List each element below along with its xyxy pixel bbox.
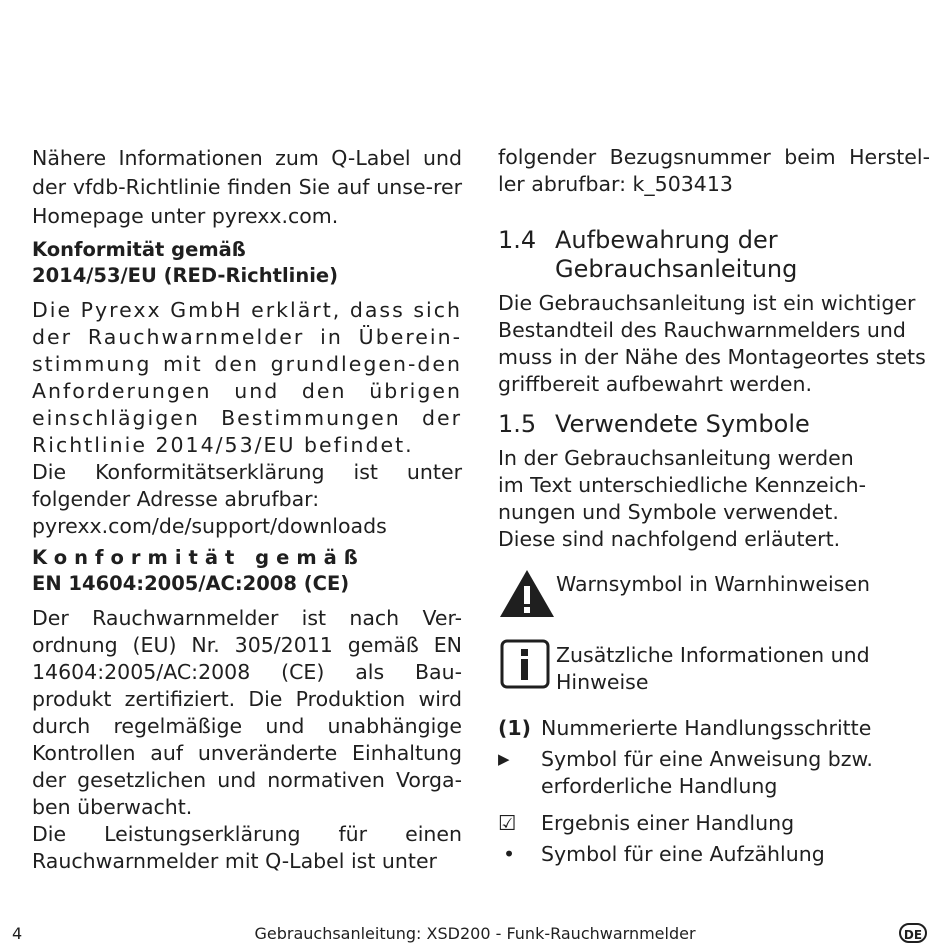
subheading-line: EN 14604:2005/AC:2008 (CE) — [32, 572, 350, 595]
section-1-5-text — [498, 445, 930, 553]
section-number: 1.4 — [498, 226, 537, 254]
conformity-address-text: Die Konformitätserklärung ist unter folgender Adresse abrufbar: — [32, 460, 462, 511]
list-item-text: Nummerierte Handlungsschritte — [541, 716, 872, 740]
right-column — [498, 144, 930, 868]
subheading-line: Konformität gemäß — [32, 238, 246, 261]
warning-symbol-row — [498, 567, 930, 626]
symbol-description: Zusätzliche Informationen und Hinweise — [556, 643, 870, 694]
numbered-step-marker: (1) — [498, 716, 532, 740]
section-title: Aufbewahrung der Gebrauchsanleitung — [555, 226, 798, 283]
symbol-description: Warnsymbol in Warnhinweisen — [556, 572, 870, 596]
list-item — [498, 810, 930, 837]
text-line: In der Gebrauchsanleitung werden — [498, 446, 854, 470]
subheading-line: Konformität gemäß — [32, 546, 365, 569]
info-symbol-row — [498, 638, 930, 697]
page-number: 4 — [12, 924, 23, 943]
list-item — [498, 715, 930, 742]
info-icon — [498, 638, 556, 697]
checkbox-icon: ☑ — [498, 811, 517, 835]
list-item-text: Symbol für eine Aufzählung — [541, 842, 825, 866]
intro-paragraph: Nähere Informationen zum Q-Label und der vfdb-Richtlinie finden Sie auf unse-rer Homepage unter pyrexx.com. — [32, 146, 462, 228]
section-1-4-text: Die Gebrauchsanleitung ist ein wichtiger Bestandteil des Rauchwarnmelders und muss in der Nähe des Montageortes stets griffbereit aufbewahrt werden. — [498, 291, 926, 396]
language-badge: DE — [899, 923, 927, 943]
reference-number-text: folgender Bezugsnummer beim Herstel-ler abrufbar: k_503413 — [498, 145, 930, 196]
left-column — [32, 144, 462, 875]
download-url: pyrexx.com/de/support/downloads — [32, 514, 387, 538]
arrow-icon: ▶ — [498, 750, 510, 768]
list-item — [498, 746, 930, 800]
conformity-paragraph: Die Pyrexx GmbH erklärt, dass sich der Rauchwarnmelder in Überein-stimmung mit den grundlegen-den Anforderungen und den übrigen einschlägigen Bestimmungen der Richtlinie 2014/53/EU befindet. — [32, 298, 462, 457]
certification-paragraph: Der Rauchwarnmelder ist nach Ver-ordnung (EU) Nr. 305/2011 gemäß EN 14604:2005/AC:2008 (CE) als Bau-produkt zertifiziert. Die Produktion wird durch regelmäßige und unabhängige Kontrollen auf unveränderte Einhaltung der gesetzlichen und normativen Vorga-ben überwacht. — [32, 606, 462, 819]
section-heading-1-5 — [498, 410, 930, 439]
list-item-text: Symbol für eine Anweisung bzw. erforderliche Handlung — [541, 747, 873, 798]
list-item-text: Ergebnis einer Handlung — [541, 811, 795, 835]
section-title: Verwendete Symbole — [555, 410, 810, 438]
performance-declaration-paragraph: Die Leistungserklärung für einen Rauchwarnmelder mit Q-Label ist unter — [32, 822, 462, 873]
subheading-ce — [32, 545, 462, 597]
footer-title: Gebrauchsanleitung: XSD200 - Funk-Rauchwarnmelder — [254, 924, 696, 943]
warning-triangle-icon — [498, 567, 556, 626]
section-number: 1.5 — [498, 410, 537, 438]
text-line: im Text unterschiedliche Kennzeich- — [498, 473, 867, 497]
section-heading-1-4 — [498, 226, 930, 284]
subheading-line: 2014/53/EU (RED-Richtlinie) — [32, 264, 339, 287]
symbol-list — [498, 715, 930, 868]
bullet-icon: • — [503, 842, 516, 866]
list-item — [498, 841, 930, 868]
subheading-red-directive — [32, 237, 462, 289]
text-line: nungen und Symbole verwendet. — [498, 500, 839, 524]
text-line: Diese sind nachfolgend erläutert. — [498, 527, 841, 551]
